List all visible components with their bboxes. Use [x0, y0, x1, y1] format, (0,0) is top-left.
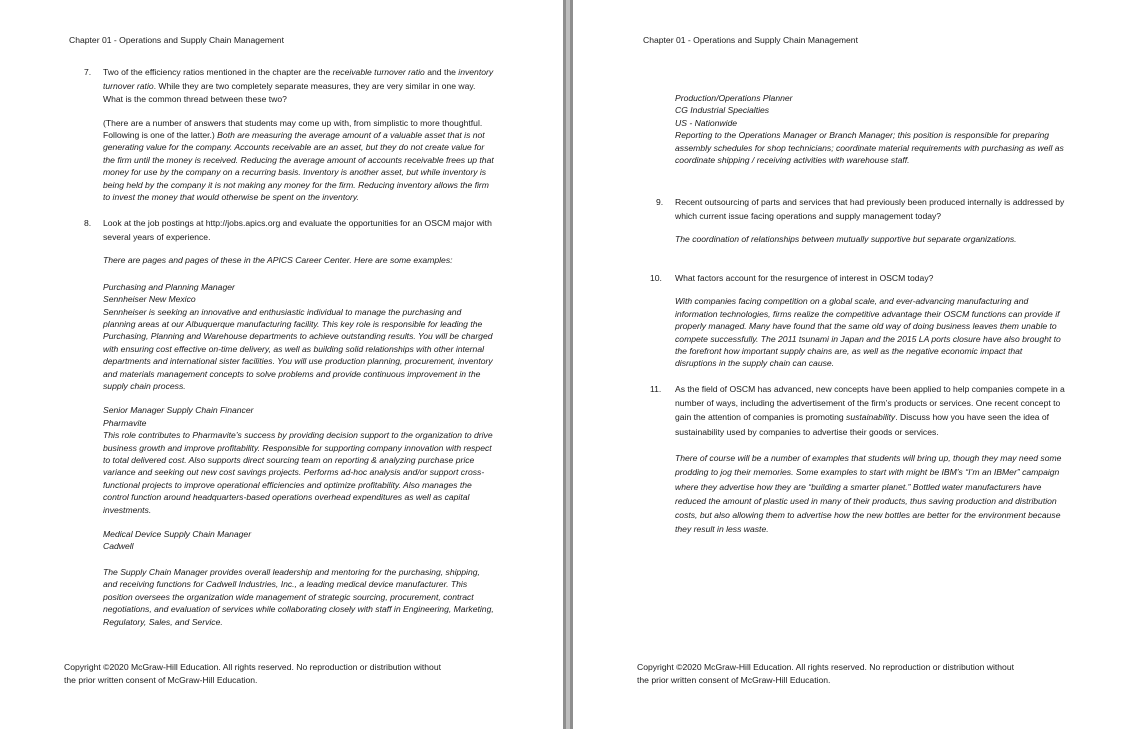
- answer-10: With companies facing competition on a global scale, and ever-advancing manufacturing and information technologies, firms realize the competitive advantage their OSCM functions can provide if properly managed. Many have found that the same old way of doing business leaves them unable to compete successfully. The 2011 tsunami in Japan and the 2015 LA ports closure have also brought to the forefront how important supply chains are, as well as the negative economic impact that disruptions in the supply chain can cause.: [675, 296, 1061, 369]
- answer-text: Both are measuring the average amount of a valuable asset that is not generating value for the company. Accounts receivable are an asset, but they do not create value for the firm until the money is received. Reducing the average amount of accounts receivable frees up that money for use by the company on a recurring basis. Inventory is another asset, but while inventory is being held by the company it is not making any money for the firm. Reducing inventory allows the firm to invest the money that would otherwise be spent on the inventory.: [103, 129, 494, 202]
- page-header: Chapter 01 - Operations and Supply Chain Management: [69, 35, 284, 45]
- copyright-line: Copyright ©2020 McGraw-Hill Education. All rights reserved. No reproduction or distribution without: [637, 662, 1014, 672]
- question-emphasis: receivable turnover ratio: [332, 67, 425, 77]
- copyright-line: the prior written consent of McGraw-Hill Education.: [64, 674, 258, 685]
- job-description: This role contributes to Pharmavite’s success by providing decision support to the organization to drive business growth and improve profitability. Responsible for supporting company innovation with respect to total delivered cost. Also supports direct sourcing team on reporting & analyzing purchase price variance and seeking out new cost savings projects. Performs ad-hoc analysis and/or support cross-functional projects to improve operational efficiencies and optimize profitability. Also manages the control function around headquarters-based operations overhead expenditures as well as capital investments.: [103, 430, 493, 515]
- answer-9: The coordination of relationships between mutually supportive but separate organizations.: [675, 234, 1017, 245]
- job-description: Reporting to the Operations Manager or Branch Manager; this position is responsible for preparing assembly schedules for shop technicians; coordinate material requirements with purchasing as well as coordinate shipping / receiving activities with warehouse staff.: [675, 130, 1064, 166]
- question-text: Two of the efficiency ratios mentioned in the chapter are the: [103, 67, 333, 77]
- question-number: 7.: [84, 67, 92, 77]
- question-text: and the: [424, 67, 459, 77]
- job-company: Pharmavite: [103, 417, 147, 428]
- job-title: Senior Manager Supply Chain Financer: [103, 405, 254, 416]
- question-number: 9.: [656, 197, 664, 208]
- answer-8-intro: There are pages and pages of these in the APICS Career Center. Here are some examples:: [103, 255, 453, 266]
- page-body: [84, 66, 496, 628]
- question-11: [650, 382, 1066, 439]
- job-company: CG Industrial Specialties: [675, 105, 770, 116]
- question-number: 11.: [650, 383, 662, 394]
- page-footer: [637, 661, 1014, 686]
- question-text: Recent outsourcing of parts and services that had previously been produced internally is addressed by which current issue facing operations and supply management today?: [675, 197, 1065, 221]
- answer-7: [84, 117, 496, 204]
- page-body: [650, 92, 1066, 547]
- job-posting: [84, 281, 496, 393]
- question-number: 10.: [650, 272, 662, 283]
- answer-11: There of course will be a number of examples that students will bring up, though they may need some prodding to jog their memories. Some examples to start with might be IBM’s “I’m an IBMer” campaign where they advertise how they are “building a smarter planet.” Bottled water manufacturers have reduced the amount of plastic used in many of their products, thus saving production and distribution costs, but also allowing them to advertise how the new bottles are better for the environment because they result in less waste.: [675, 452, 1062, 535]
- document-page-right: [573, 0, 1136, 729]
- job-description: The Supply Chain Manager provides overall leadership and mentoring for the purchasing, shipping, and receiving functions for Cadwell Industries, Inc., a leading medical device manufacturer. This position oversees the organization wide management of strategic sourcing, procurement, contract negotiations, and evaluation of services while collaborating closely with staff in Engineering, Marketing, Regulatory, Sales, and Service.: [103, 566, 494, 627]
- job-description: Sennheiser is seeking an innovative and enthusiastic individual to manage the purchasing and planning areas at our Albuquerque manufacturing facility. This key role is responsible for leading the Purchasing, Planning and Warehouse departments to achieve outstanding results. You will be charged with ensuring cost effective on-time delivery, as well as building solid relationships with other internal departments and international sister facilities. You will use production planning, procurement, inventory and materials management concepts to solve problems and provide continuous improvement in the supply chain process.: [103, 306, 493, 391]
- copyright-line: the prior written consent of McGraw-Hill Education.: [637, 674, 831, 685]
- job-posting: [84, 404, 496, 516]
- question-7: [84, 66, 496, 107]
- job-company: Cadwell: [103, 541, 134, 552]
- question-text: What factors account for the resurgence of interest in OSCM today?: [675, 272, 934, 283]
- answer-intro: (There are a number of answers that students may come up with, from simplistic to more thoughtful. Following is one of the latter.): [103, 117, 483, 140]
- question-9: [656, 196, 1066, 223]
- question-10: [650, 272, 1066, 286]
- question-text: . While they are two completely separate measures, they are very similar in one way. What is the common thread between these two?: [103, 80, 476, 104]
- document-page-left: [0, 0, 563, 729]
- question-number: 8.: [84, 218, 92, 229]
- page-header: Chapter 01 - Operations and Supply Chain Management: [643, 35, 858, 45]
- question-text: Look at the job postings at http://jobs.apics.org and evaluate the opportunities for an OSCM major with several years of experience.: [103, 218, 492, 242]
- job-location: US - Nationwide: [675, 117, 738, 128]
- question-text: As the field of OSCM has advanced, new concepts have been applied to help companies compete in a number of ways, including the advertisement of the firm’s products or services. One recent concept to gain the attention of companies is promoting: [675, 383, 1065, 423]
- job-company: Sennheiser New Mexico: [103, 294, 196, 305]
- question-emphasis: inventory turnover ratio: [103, 67, 494, 91]
- job-title: Purchasing and Planning Manager: [103, 281, 235, 292]
- page-gutter: [563, 0, 573, 729]
- job-title: Production/Operations Planner: [675, 93, 793, 103]
- question-8: [84, 217, 496, 244]
- page-footer: [64, 661, 441, 686]
- job-title: Medical Device Supply Chain Manager: [103, 529, 252, 540]
- question-text: . Discuss how you have seen the idea of sustainability used by companies to advertise their goods or services.: [675, 412, 1050, 437]
- copyright-line: Copyright ©2020 McGraw-Hill Education. All rights reserved. No reproduction or distribution without: [64, 662, 441, 672]
- question-emphasis: sustainability: [846, 412, 896, 423]
- job-posting: [656, 92, 1066, 166]
- job-posting: [84, 528, 496, 628]
